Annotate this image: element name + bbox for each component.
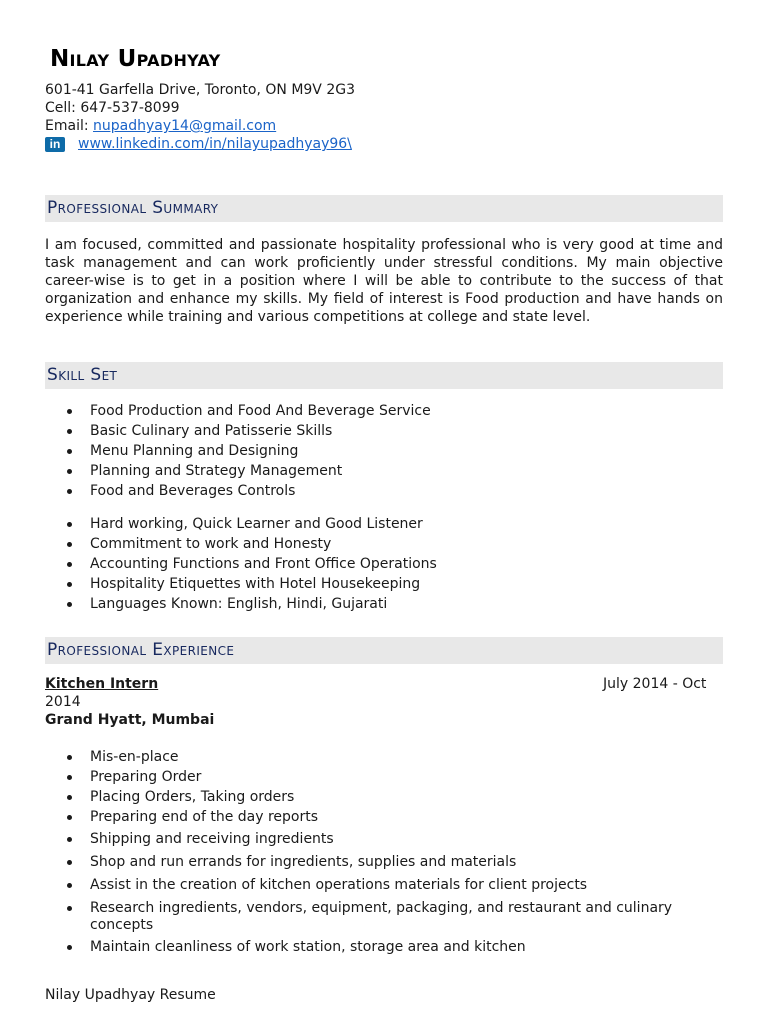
list-item: Preparing Order [45,769,723,786]
bullet-icon [67,562,72,567]
bullet-icon [67,775,72,780]
list-item: Preparing end of the day reports [45,809,723,826]
list-item: Maintain cleanliness of work station, storage area and kitchen [45,939,723,956]
footer-text: Nilay Upadhyay Resume [45,987,216,1003]
bullet-icon [67,409,72,414]
skills-list-1 [45,403,723,500]
list-item: Hard working, Quick Learner and Good Listener [45,516,723,533]
duties-list [45,749,723,956]
company-name: Grand Hyatt, Mumbai [45,712,215,728]
linkedin-icon: in [45,137,65,152]
bullet-icon [67,582,72,587]
list-item: Menu Planning and Designing [45,443,723,460]
bullet-icon [67,906,72,911]
contact-block [45,81,355,153]
bullet-icon [67,522,72,527]
email-link[interactable]: nupadhyay14@gmail.com [93,118,277,134]
list-item: Hospitality Etiquettes with Hotel Housekeeping [45,576,723,593]
cell-phone: Cell: 647-537-8099 [45,100,180,116]
bullet-icon [67,860,72,865]
job-date: July 2014 - Oct [603,676,707,692]
summary-heading: Professional Summary [45,195,723,222]
bullet-icon [67,542,72,547]
bullet-icon [67,815,72,820]
experience-heading: Professional Experience [45,637,723,664]
candidate-name: Nilay Upadhyay [50,46,221,72]
linkedin-link[interactable]: www.linkedin.com/in/nilayupadhyay96\ [78,136,352,152]
list-item: Placing Orders, Taking orders [45,789,723,806]
bullet-icon [67,945,72,950]
list-item: Basic Culinary and Patisserie Skills [45,423,723,440]
list-item: Commitment to work and Honesty [45,536,723,553]
job-date-continued: 2014 [45,694,81,710]
bullet-icon [67,755,72,760]
email-label: Email: [45,118,94,134]
bullet-icon [67,883,72,888]
bullet-icon [67,489,72,494]
list-item: Planning and Strategy Management [45,463,723,480]
skills-heading: Skill Set [45,362,723,389]
bullet-icon [67,602,72,607]
list-item: Research ingredients, vendors, equipment, packaging, and restaurant and culinary concepts [45,900,723,934]
list-item: Shop and run errands for ingredients, supplies and materials [45,854,723,871]
email-row [45,117,355,135]
list-item: Food and Beverages Controls [45,483,723,500]
list-item: Languages Known: English, Hindi, Gujarati [45,596,723,613]
job-title: Kitchen Intern [45,676,159,692]
address: 601-41 Garfella Drive, Toronto, ON M9V 2G3 [45,82,355,98]
bullet-icon [67,469,72,474]
list-item: Accounting Functions and Front Office Operations [45,556,723,573]
list-item: Food Production and Food And Beverage Service [45,403,723,420]
linkedin-row [45,135,355,153]
list-item: Assist in the creation of kitchen operations materials for client projects [45,877,723,894]
bullet-icon [67,795,72,800]
list-item: Mis-en-place [45,749,723,766]
list-item: Shipping and receiving ingredients [45,831,723,848]
bullet-icon [67,429,72,434]
bullet-icon [67,449,72,454]
bullet-icon [67,837,72,842]
skills-list-2 [45,516,723,613]
summary-text: I am focused, committed and passionate hospitality professional who is very good at time and task management and can work proficiently under stressful conditions. My main objective career-wise is to get in a position where I will be able to contribute to the success of that organization and enhance my skills. My field of interest is Food production and have hands on experience while training and various competitions at college and state level. [45,237,723,325]
